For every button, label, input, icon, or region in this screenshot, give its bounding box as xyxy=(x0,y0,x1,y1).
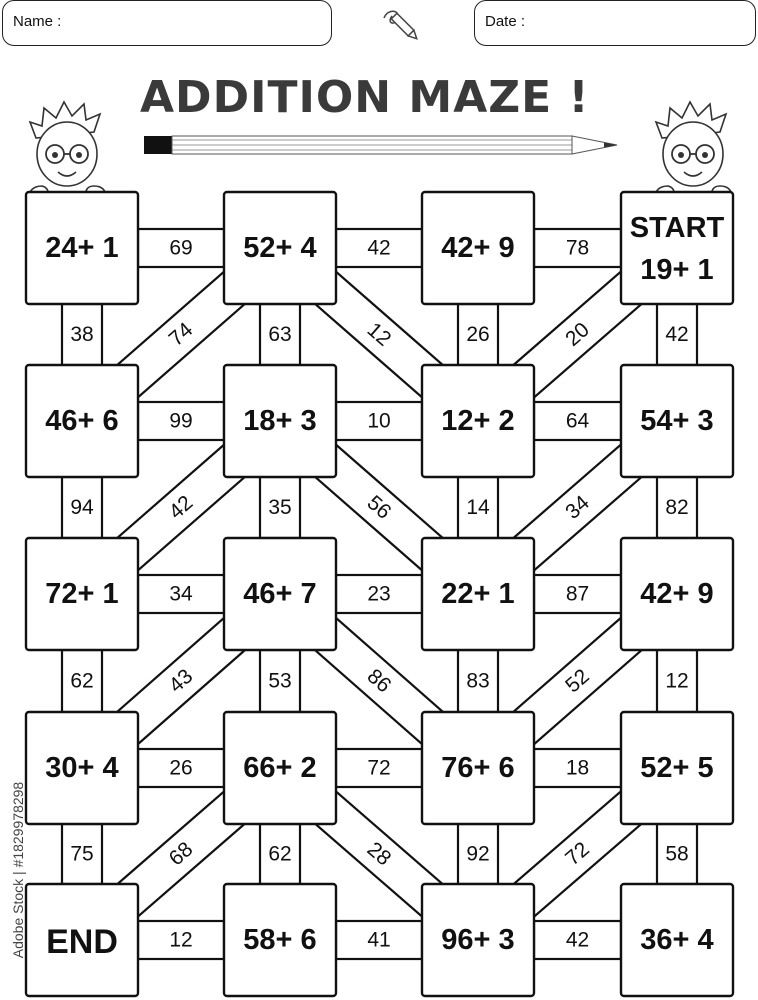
diagonal-path-number: 28 xyxy=(362,837,396,871)
date-label: Date : xyxy=(485,13,526,30)
watermark-text: Adobe Stock | #1829978298 xyxy=(10,781,26,959)
horizontal-path-number: 64 xyxy=(565,409,590,433)
vertical-path-number: 62 xyxy=(70,669,94,693)
diagonal-path-number: 52 xyxy=(561,664,594,698)
horizontal-path-number: 99 xyxy=(169,409,193,433)
diagonal-path-number: 86 xyxy=(362,664,396,698)
diagonal-path-number: 74 xyxy=(164,318,198,351)
problem-text: 36+ 4 xyxy=(640,924,714,956)
problem-text: 12+ 2 xyxy=(441,405,515,437)
vertical-path-number: 53 xyxy=(268,669,292,693)
vertical-path-number: 35 xyxy=(268,496,292,519)
problem-text: 42+ 9 xyxy=(441,232,515,264)
end-label: END xyxy=(46,923,118,961)
problem-text: 24+ 1 xyxy=(45,232,119,264)
diagonal-path-number: 12 xyxy=(362,318,396,351)
horizontal-path-number: 69 xyxy=(169,236,193,260)
start-label: START xyxy=(629,212,725,244)
horizontal-path-number: 12 xyxy=(169,928,193,952)
problem-text: 58+ 6 xyxy=(243,924,317,956)
diagonal-path-number: 42 xyxy=(164,491,198,524)
vertical-path-number: 82 xyxy=(665,496,689,519)
page-title: ADDITION MAZE ! xyxy=(140,72,590,123)
problem-text: 76+ 6 xyxy=(441,752,515,784)
problem-text: 52+ 4 xyxy=(243,232,317,264)
vertical-path-number: 92 xyxy=(466,842,490,866)
horizontal-path-number: 34 xyxy=(169,582,193,606)
problem-text: 18+ 3 xyxy=(243,405,317,437)
vertical-path-number: 14 xyxy=(466,496,490,519)
problem-text: 66+ 2 xyxy=(243,752,317,784)
problem-text: 30+ 4 xyxy=(45,752,119,784)
horizontal-path-number: 10 xyxy=(367,409,391,433)
problem-text: 54+ 3 xyxy=(640,405,714,437)
problem-text: 72+ 1 xyxy=(45,578,119,610)
problem-text: 52+ 5 xyxy=(640,752,714,784)
diagonal-path-number: 34 xyxy=(561,491,594,524)
vertical-path-number: 26 xyxy=(466,323,490,346)
problem-text: 46+ 7 xyxy=(243,578,317,610)
horizontal-path-number: 26 xyxy=(169,756,193,780)
watermark xyxy=(6,750,30,1000)
horizontal-path-number: 78 xyxy=(565,236,590,260)
diagonal-path-number: 56 xyxy=(362,491,396,524)
problem-text: 42+ 9 xyxy=(640,578,714,610)
diagonal-path-number: 43 xyxy=(164,664,198,698)
vertical-path-number: 83 xyxy=(466,669,490,693)
vertical-path-number: 58 xyxy=(665,842,689,866)
horizontal-path-number: 42 xyxy=(367,236,391,260)
vertical-path-number: 38 xyxy=(70,323,94,346)
vertical-path-number: 62 xyxy=(268,842,292,866)
horizontal-path-number: 18 xyxy=(565,756,590,780)
horizontal-path-number: 42 xyxy=(565,928,590,952)
horizontal-path-number: 72 xyxy=(367,756,391,780)
diagonal-path-number: 68 xyxy=(164,837,198,871)
vertical-path-number: 42 xyxy=(665,323,689,346)
horizontal-path-number: 87 xyxy=(565,582,590,606)
vertical-path-number: 12 xyxy=(665,669,689,693)
problem-text: 96+ 3 xyxy=(441,924,515,956)
problem-text: 46+ 6 xyxy=(45,405,119,437)
horizontal-path-number: 41 xyxy=(367,928,391,952)
problem-text: 22+ 1 xyxy=(441,578,515,610)
name-label: Name : xyxy=(13,13,62,30)
start-box[interactable] xyxy=(621,192,733,304)
horizontal-path-number: 23 xyxy=(367,582,391,606)
vertical-path-number: 63 xyxy=(268,323,292,346)
vertical-path-number: 75 xyxy=(70,842,94,866)
vertical-path-number: 94 xyxy=(70,496,94,519)
diagonal-path-number: 72 xyxy=(561,837,594,871)
diagonal-path-number: 20 xyxy=(561,318,594,351)
problem-text: 19+ 1 xyxy=(640,254,714,286)
